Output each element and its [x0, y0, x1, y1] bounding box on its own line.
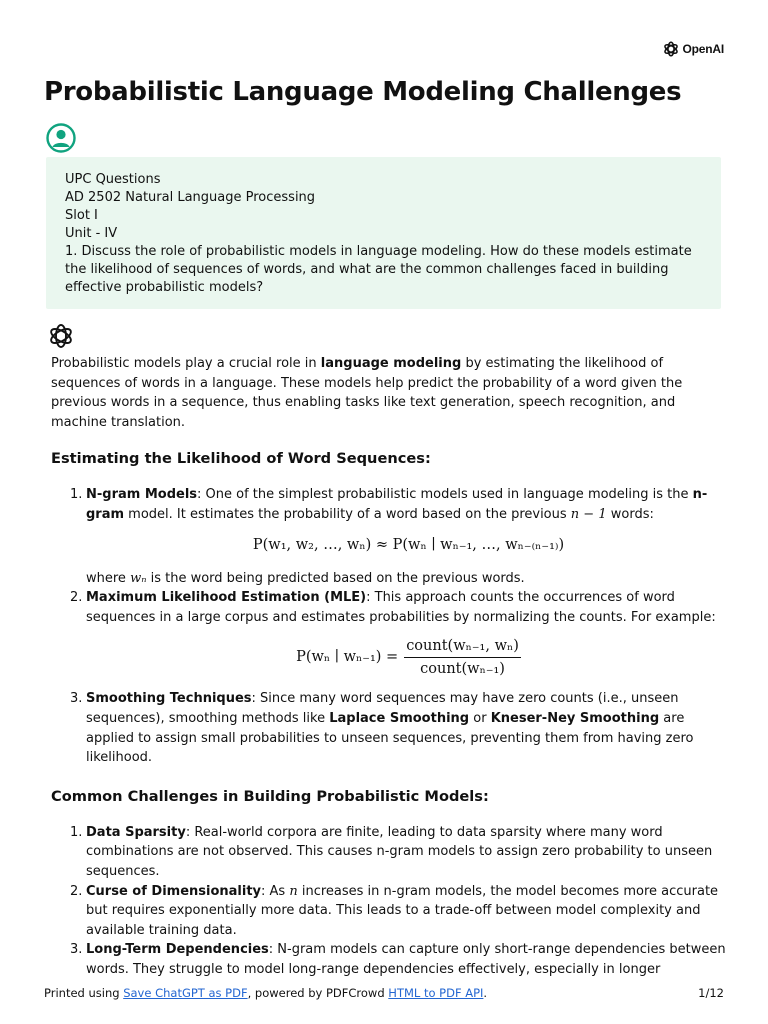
intro-bold: language modeling: [320, 356, 462, 371]
html-to-pdf-link[interactable]: HTML to PDF API: [388, 986, 484, 1000]
item-text: words:: [606, 506, 654, 522]
item-text: : Since many word sequences may have zero counts (i.e., unseen sequences), smoothing methods like: [86, 691, 679, 726]
footer-credit: [44, 986, 487, 1000]
item-bold: Laplace Smoothing: [329, 710, 470, 726]
list-number: 2.: [70, 590, 83, 606]
fraction-denominator: count(wₙ₋₁): [420, 660, 505, 677]
list-item: [51, 882, 731, 941]
item-text: model. It estimates the probability of a word based on the previous: [124, 506, 571, 522]
list-item: [51, 588, 731, 679]
item-text: : Real-world corpora are finite, leading to data sparsity where many word combinations are not observed. This causes n-gram models to assign zero probability to unseen sequences.: [86, 824, 713, 879]
user-avatar-icon: [46, 123, 76, 153]
list-item: [51, 689, 731, 767]
list-number: 1.: [70, 487, 83, 503]
item-title: Data Sparsity: [86, 824, 186, 840]
equation-lhs: P(wₙ ∣ wₙ₋₁) =: [296, 648, 399, 665]
question-line: Slot I: [65, 208, 98, 223]
item-text: : N-gram models can capture only short-range dependencies between words. They struggle to model long-range dependencies effectively, especially in longer: [86, 942, 726, 977]
list-number: 3.: [70, 691, 83, 707]
intro-text: by estimating the likelihood of sequences of words in a language. These models help predict the probability of a word given the previous words in a sequence, thus enabling tasks like text generation, speech recognition, and machine translation.: [51, 356, 683, 430]
list-item: [51, 485, 731, 588]
inline-math: n: [289, 883, 298, 899]
item-text: is the word being predicted based on the previous words.: [146, 570, 525, 586]
list-item: [51, 823, 731, 882]
brand-name: OpenAI: [682, 42, 724, 56]
intro-text: Probabilistic models play a crucial role in: [51, 356, 321, 371]
ngram-equation: P(w₁, w₂, …, wₙ) ≈ P(wₙ ∣ wₙ₋₁, …, wₙ₋₍ₙ₋₁₎): [252, 536, 565, 553]
likelihood-list: [51, 485, 731, 767]
item-title: Maximum Likelihood Estimation (MLE): [86, 590, 367, 606]
item-text: increases in n-gram models, the model becomes more accurate but requires exponentially more data. This leads to a trade-off between model complexity and available training data.: [86, 883, 719, 938]
item-title: Curse of Dimensionality: [86, 883, 262, 899]
question-line: Unit - IV: [65, 226, 118, 241]
chatgpt-logo-icon: [47, 322, 75, 350]
list-item: [51, 940, 731, 979]
page-number: 1/12: [698, 986, 724, 1000]
where-line: [86, 569, 731, 589]
item-text: where: [86, 570, 131, 586]
list-number: 1.: [70, 824, 83, 840]
fraction-numerator: count(wₙ₋₁, wₙ): [404, 637, 521, 658]
footer-text: Printed using: [44, 986, 124, 1000]
equation-fraction: [404, 637, 521, 678]
assistant-answer: [51, 354, 731, 979]
question-line: UPC Questions: [65, 172, 161, 187]
item-title: Long-Term Dependencies: [86, 942, 269, 958]
openai-logo-icon: [662, 40, 680, 58]
intro-paragraph: [51, 354, 731, 432]
list-number: 3.: [70, 942, 83, 958]
section-heading: Estimating the Likelihood of Word Sequences:: [51, 450, 431, 468]
footer-text: .: [483, 986, 488, 1000]
footer-text: , powered by PDFCrowd: [247, 986, 389, 1000]
question-text: 1. Discuss the role of probabilistic models in language modeling. How do these models estimate the likelihood of sequences of words, and what are the common challenges faced in building effective probabilistic models?: [65, 244, 692, 295]
item-text: : As: [261, 883, 290, 899]
item-title: N-gram Models: [86, 487, 198, 503]
user-question: [46, 157, 721, 309]
list-number: 2.: [70, 883, 83, 899]
item-text: : This approach counts the occurrences of word sequences in a large corpus and estimates probabilities by normalizing the counts. For example:: [86, 590, 716, 625]
item-text: or: [469, 710, 491, 726]
section-heading: Common Challenges in Building Probabilistic Models:: [51, 787, 489, 805]
item-text: : One of the simplest probabilistic models used in language modeling is the: [197, 487, 693, 503]
question-line: AD 2502 Natural Language Processing: [65, 190, 316, 205]
inline-math: n − 1: [570, 506, 607, 522]
page-title: Probabilistic Language Modeling Challenges: [44, 77, 682, 107]
item-bold: n-gram: [86, 487, 708, 522]
mle-equation: [86, 635, 731, 679]
brand-logo: [662, 40, 724, 58]
challenges-list: [51, 823, 731, 980]
item-text: are applied to assign small probabilities to unseen sequences, preventing them from having zero likelihood.: [86, 710, 694, 766]
item-bold: Kneser-Ney Smoothing: [490, 710, 660, 726]
print-footer: [44, 986, 724, 1000]
save-chatgpt-link[interactable]: Save ChatGPT as PDF: [123, 986, 248, 1000]
inline-math: wₙ: [130, 570, 147, 586]
item-title: Smoothing Techniques: [86, 691, 252, 707]
